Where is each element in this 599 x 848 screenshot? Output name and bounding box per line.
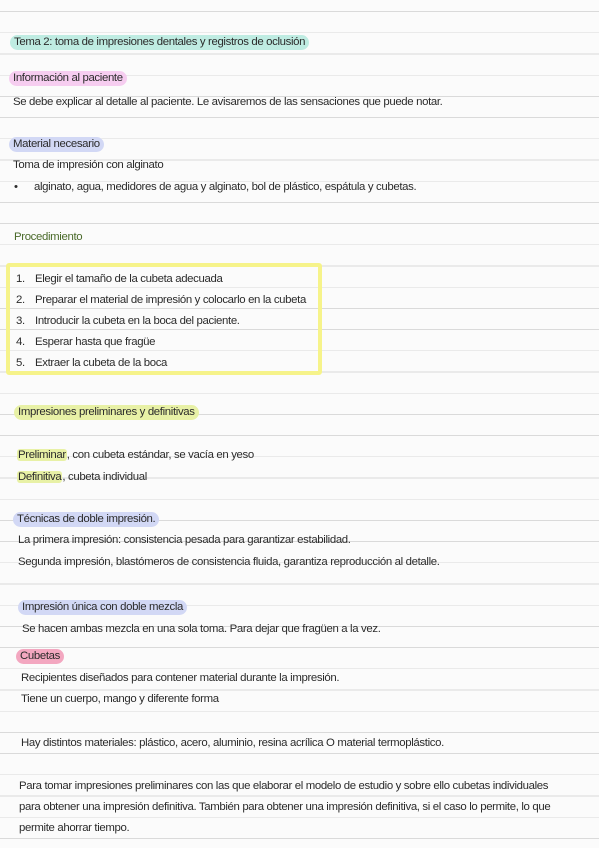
section-heading-impresiones (14, 405, 199, 419)
procedimiento-heading (14, 230, 82, 244)
material-subtitle: Toma de impresión con alginato (13, 159, 164, 171)
material-item: alginato, agua, medidores de agua y alginato, bol de plástico, espátula y cubetas. (34, 181, 417, 193)
section-heading-informacion (9, 71, 127, 85)
section-heading-tecnicas (13, 512, 159, 526)
definitiva-term: Definitiva (18, 471, 62, 483)
cubetas-paragraph-line-2: para obtener una impresión definitiva. También para obtener una impresión definitiva, si el caso lo permite, lo que (19, 801, 551, 813)
definitiva-line (17, 470, 147, 484)
page-title-text: Tema 2: toma de impresiones dentales y registros de oclusión (10, 35, 309, 50)
cubetas-paragraph-line-1: Para tomar impresiones preliminares con las que elaborar el modelo de estudio y sobre ello cubetas individuales (19, 780, 549, 792)
cubetas-paragraph-line-3: permite ahorrar tiempo. (19, 822, 130, 834)
step-1-number: 1. (16, 273, 25, 285)
preliminar-line (17, 448, 254, 462)
tecnicas-line-1: La primera impresión: consistencia pesada para garantizar estabilidad. (18, 534, 351, 546)
step-2-number: 2. (16, 294, 25, 306)
step-3-number: 3. (16, 315, 25, 327)
preliminar-text: , con cubeta estándar, se vacía en yeso (66, 449, 254, 461)
step-3-text: Introducir la cubeta en la boca del paciente. (35, 315, 240, 327)
informacion-heading: Información al paciente (9, 71, 127, 86)
cubetas-heading: Cubetas (16, 649, 64, 664)
cubetas-line-1: Recipientes diseñados para contener material durante la impresión. (21, 672, 340, 684)
section-heading-impresion-unica (18, 600, 187, 614)
tecnicas-line-2: Segunda impresión, blastómeros de consistencia fluida, garantiza reproducción al detalle. (18, 556, 440, 568)
impresion-unica-text: Se hacen ambas mezcla en una sola toma. Para dejar que fragüen a la vez. (22, 623, 381, 635)
preliminar-term: Preliminar (18, 449, 66, 461)
tecnicas-heading: Técnicas de doble impresión. (13, 512, 159, 527)
step-2-text: Preparar el material de impresión y colocarlo en la cubeta (35, 294, 306, 306)
step-1-text: Elegir el tamaño de la cubeta adecuada (35, 273, 223, 285)
step-4-number: 4. (16, 336, 25, 348)
cubetas-line-2: Tiene un cuerpo, mango y diferente forma (21, 693, 219, 705)
definitiva-text: , cubeta individual (62, 471, 147, 483)
section-heading-material (9, 137, 104, 151)
cubetas-line-3: Hay distintos materiales: plástico, acero, aluminio, resina acrílica O material termoplástico. (21, 737, 444, 749)
impresion-unica-heading: Impresión única con doble mezcla (18, 600, 187, 615)
informacion-text: Se debe explicar al detalle al paciente. Le avisaremos de las sensaciones que puede notar. (13, 96, 443, 108)
impresiones-heading: Impresiones preliminares y definitivas (14, 405, 199, 420)
procedimiento-heading-text: Procedimiento (14, 231, 83, 243)
step-5-number: 5. (16, 357, 25, 369)
material-heading: Material necesario (9, 137, 104, 152)
section-heading-cubetas (16, 649, 64, 663)
material-bullet: • (14, 181, 18, 193)
step-5-text: Extraer la cubeta de la boca (35, 357, 168, 369)
page-title (10, 35, 309, 49)
step-4-text: Esperar hasta que fragüe (35, 336, 156, 348)
